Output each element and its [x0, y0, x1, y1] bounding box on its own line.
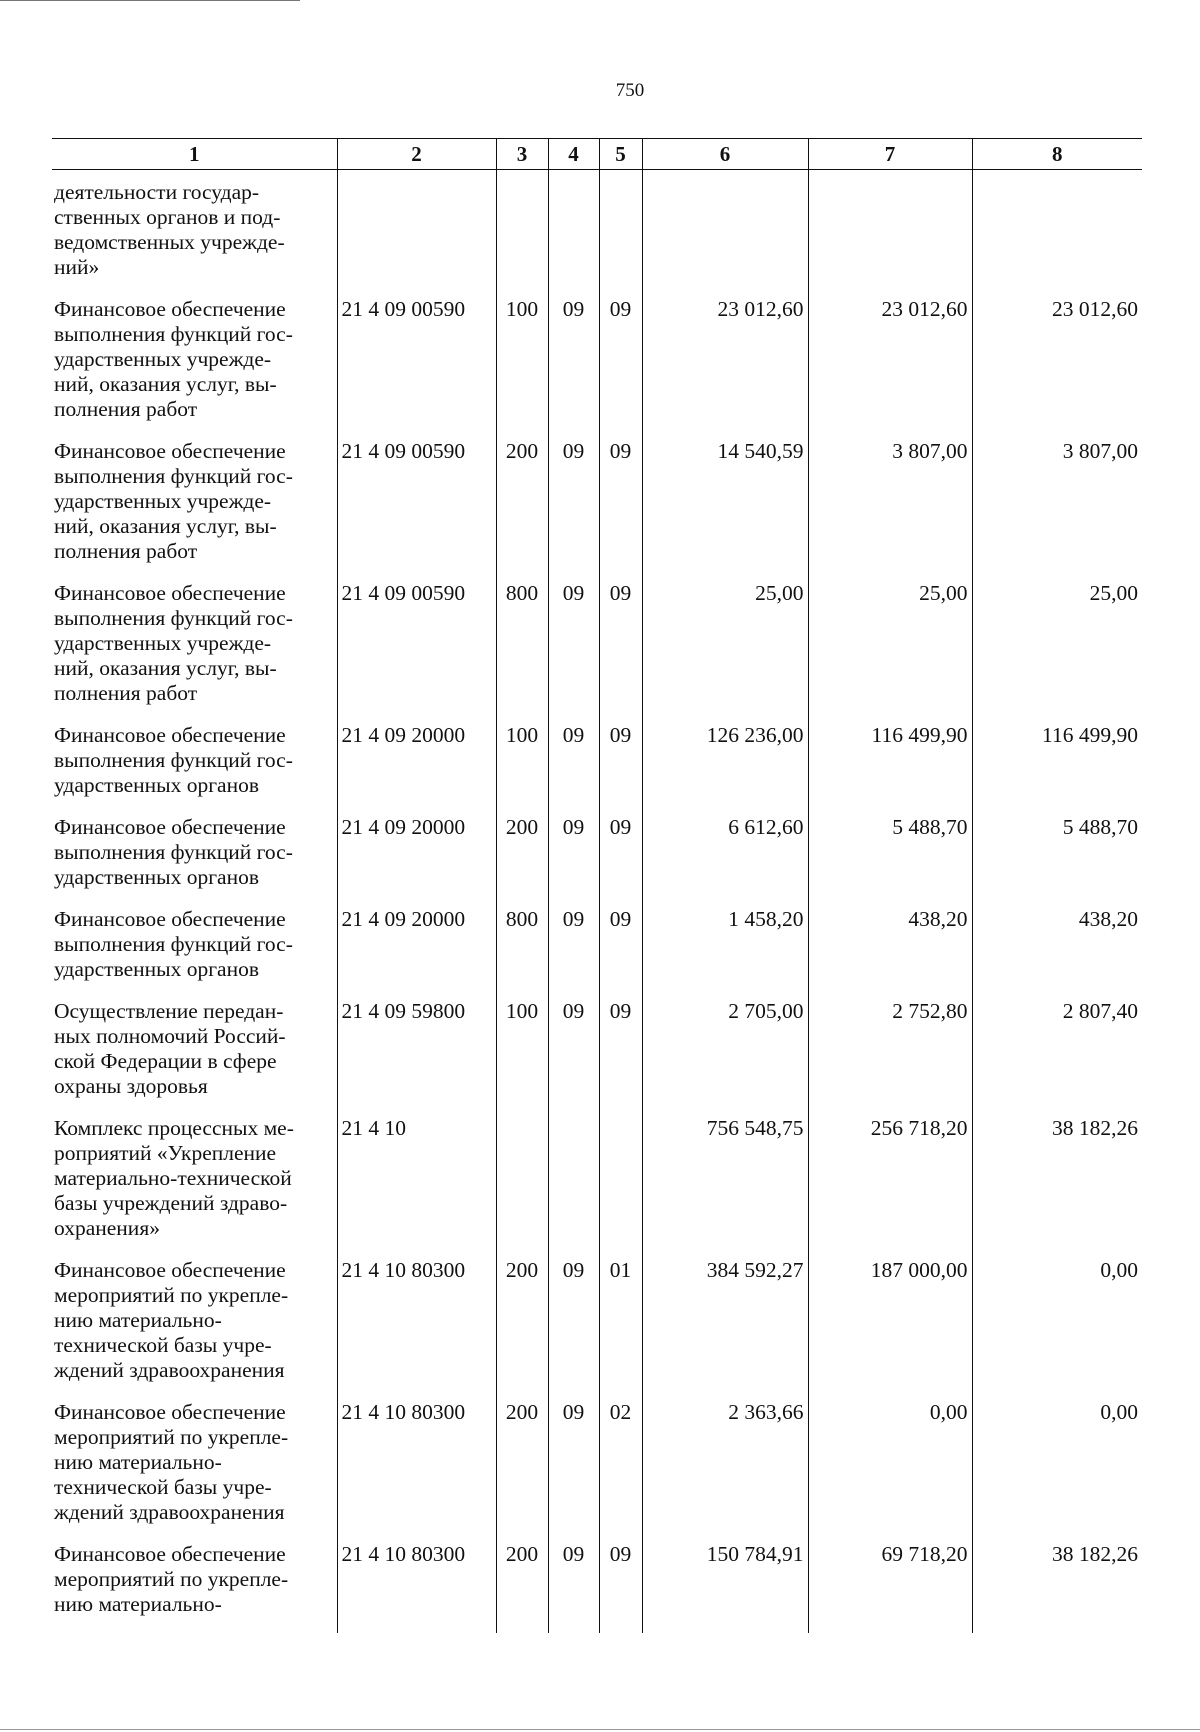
section-code: 09 — [548, 581, 599, 723]
budget-item-name: деятельности государ- ственных органов и под- ведомственных учрежде- ний» — [54, 180, 285, 279]
table-row — [52, 723, 1142, 815]
amount-col-6: 6 612,60 — [642, 815, 808, 907]
expense-type-code: 100 — [496, 999, 548, 1116]
subsection-code: 09 — [599, 723, 642, 815]
subsection-code: 09 — [599, 439, 642, 581]
amount-col-8: 2 807,40 — [972, 999, 1142, 1116]
scan-edge-top — [0, 0, 300, 1]
section-code: 09 — [548, 815, 599, 907]
amount-col-6: 126 236,00 — [642, 723, 808, 815]
expense-type-code — [496, 1116, 548, 1258]
expense-type-code: 200 — [496, 1258, 548, 1400]
header-col-5: 5 — [599, 139, 642, 170]
table-row — [52, 907, 1142, 999]
target-article-code: 21 4 09 20000 — [337, 723, 496, 815]
section-code: 09 — [548, 907, 599, 999]
header-col-1: 1 — [52, 139, 337, 170]
expense-type-code: 200 — [496, 1400, 548, 1542]
amount-col-6: 1 458,20 — [642, 907, 808, 999]
header-col-7: 7 — [808, 139, 972, 170]
section-code: 09 — [548, 439, 599, 581]
expense-type-code: 200 — [496, 1542, 548, 1633]
amount-col-8: 0,00 — [972, 1258, 1142, 1400]
target-article-code: 21 4 09 59800 — [337, 999, 496, 1116]
expense-type-code: 100 — [496, 297, 548, 439]
header-col-3: 3 — [496, 139, 548, 170]
expense-type-code: 800 — [496, 581, 548, 723]
budget-item-name: Финансовое обеспечение выполнения функций гос- ударственных органов — [54, 815, 293, 889]
target-article-code — [337, 170, 496, 298]
amount-col-7: 116 499,90 — [808, 723, 972, 815]
table-row — [52, 581, 1142, 723]
subsection-code: 09 — [599, 815, 642, 907]
scan-edge-bottom — [0, 1729, 1200, 1730]
budget-item-name: Финансовое обеспечение выполнения функций гос- ударственных учрежде- ний, оказания услуг, вы- полнения работ — [54, 439, 293, 563]
table-row — [52, 1400, 1142, 1542]
amount-col-6: 2 363,66 — [642, 1400, 808, 1542]
amount-col-8: 116 499,90 — [972, 723, 1142, 815]
header-col-6: 6 — [642, 139, 808, 170]
subsection-code: 09 — [599, 907, 642, 999]
target-article-code: 21 4 09 00590 — [337, 581, 496, 723]
budget-item-name: Финансовое обеспечение выполнения функций гос- ударственных учрежде- ний, оказания услуг, вы- полнения работ — [54, 581, 293, 705]
amount-col-8: 25,00 — [972, 581, 1142, 723]
amount-col-7 — [808, 170, 972, 298]
budget-item-name: Финансовое обеспечение выполнения функций гос- ударственных органов — [54, 907, 293, 981]
budget-item-name: Осуществление передан- ных полномочий Россий- ской Федерации в сфере охраны здоровья — [54, 999, 286, 1098]
budget-item-name: Финансовое обеспечение мероприятий по укрепле- нию материально- — [54, 1542, 289, 1616]
target-article-code: 21 4 10 80300 — [337, 1258, 496, 1400]
subsection-code: 09 — [599, 999, 642, 1116]
amount-col-7: 2 752,80 — [808, 999, 972, 1116]
table-header-row — [52, 139, 1142, 170]
amount-col-8 — [972, 170, 1142, 298]
amount-col-6: 384 592,27 — [642, 1258, 808, 1400]
table-row — [52, 1116, 1142, 1258]
amount-col-8: 3 807,00 — [972, 439, 1142, 581]
amount-col-7: 438,20 — [808, 907, 972, 999]
subsection-code — [599, 1116, 642, 1258]
subsection-code: 09 — [599, 581, 642, 723]
amount-col-7: 25,00 — [808, 581, 972, 723]
amount-col-6: 14 540,59 — [642, 439, 808, 581]
budget-item-name: Финансовое обеспечение выполнения функций гос- ударственных учрежде- ний, оказания услуг, вы- полнения работ — [54, 297, 293, 421]
expense-type-code: 100 — [496, 723, 548, 815]
amount-col-8: 438,20 — [972, 907, 1142, 999]
amount-col-6: 25,00 — [642, 581, 808, 723]
amount-col-6: 756 548,75 — [642, 1116, 808, 1258]
amount-col-6: 2 705,00 — [642, 999, 808, 1116]
section-code: 09 — [548, 723, 599, 815]
section-code: 09 — [548, 1258, 599, 1400]
table-row — [52, 815, 1142, 907]
expense-type-code: 200 — [496, 815, 548, 907]
amount-col-7: 5 488,70 — [808, 815, 972, 907]
subsection-code: 02 — [599, 1400, 642, 1542]
target-article-code: 21 4 10 — [337, 1116, 496, 1258]
subsection-code: 01 — [599, 1258, 642, 1400]
section-code — [548, 170, 599, 298]
amount-col-6: 150 784,91 — [642, 1542, 808, 1633]
section-code: 09 — [548, 999, 599, 1116]
amount-col-6 — [642, 170, 808, 298]
section-code: 09 — [548, 297, 599, 439]
table-row — [52, 439, 1142, 581]
table-body — [52, 170, 1142, 1634]
page-number: 750 — [615, 80, 645, 101]
budget-item-name: Финансовое обеспечение мероприятий по укрепле- нию материально- технической базы учре- ждений здравоохранения — [54, 1258, 289, 1382]
amount-col-7: 0,00 — [808, 1400, 972, 1542]
table-row — [52, 999, 1142, 1116]
amount-col-8: 38 182,26 — [972, 1542, 1142, 1633]
budget-table — [52, 138, 1142, 1633]
target-article-code: 21 4 09 00590 — [337, 297, 496, 439]
section-code: 09 — [548, 1542, 599, 1633]
header-col-8: 8 — [972, 139, 1142, 170]
amount-col-7: 256 718,20 — [808, 1116, 972, 1258]
subsection-code: 09 — [599, 1542, 642, 1633]
table-row — [52, 1258, 1142, 1400]
table-row — [52, 1542, 1142, 1633]
target-article-code: 21 4 10 80300 — [337, 1542, 496, 1633]
amount-col-8: 5 488,70 — [972, 815, 1142, 907]
amount-col-8: 38 182,26 — [972, 1116, 1142, 1258]
section-code: 09 — [548, 1400, 599, 1542]
header-col-4: 4 — [548, 139, 599, 170]
budget-item-name: Финансовое обеспечение мероприятий по укрепле- нию материально- технической базы учре- ждений здравоохранения — [54, 1400, 289, 1524]
amount-col-7: 69 718,20 — [808, 1542, 972, 1633]
table-row — [52, 170, 1142, 298]
target-article-code: 21 4 09 00590 — [337, 439, 496, 581]
section-code — [548, 1116, 599, 1258]
expense-type-code: 200 — [496, 439, 548, 581]
table-row — [52, 297, 1142, 439]
amount-col-6: 23 012,60 — [642, 297, 808, 439]
amount-col-7: 23 012,60 — [808, 297, 972, 439]
target-article-code: 21 4 10 80300 — [337, 1400, 496, 1542]
budget-item-name: Финансовое обеспечение выполнения функций гос- ударственных органов — [54, 723, 293, 797]
budget-item-name: Комплекс процессных ме- роприятий «Укрепление материально-технической базы учреждений здраво- охранения» — [54, 1116, 294, 1240]
target-article-code: 21 4 09 20000 — [337, 815, 496, 907]
subsection-code: 09 — [599, 297, 642, 439]
expense-type-code: 800 — [496, 907, 548, 999]
subsection-code — [599, 170, 642, 298]
amount-col-8: 0,00 — [972, 1400, 1142, 1542]
amount-col-7: 187 000,00 — [808, 1258, 972, 1400]
amount-col-8: 23 012,60 — [972, 297, 1142, 439]
expense-type-code — [496, 170, 548, 298]
amount-col-7: 3 807,00 — [808, 439, 972, 581]
target-article-code: 21 4 09 20000 — [337, 907, 496, 999]
header-col-2: 2 — [337, 139, 496, 170]
